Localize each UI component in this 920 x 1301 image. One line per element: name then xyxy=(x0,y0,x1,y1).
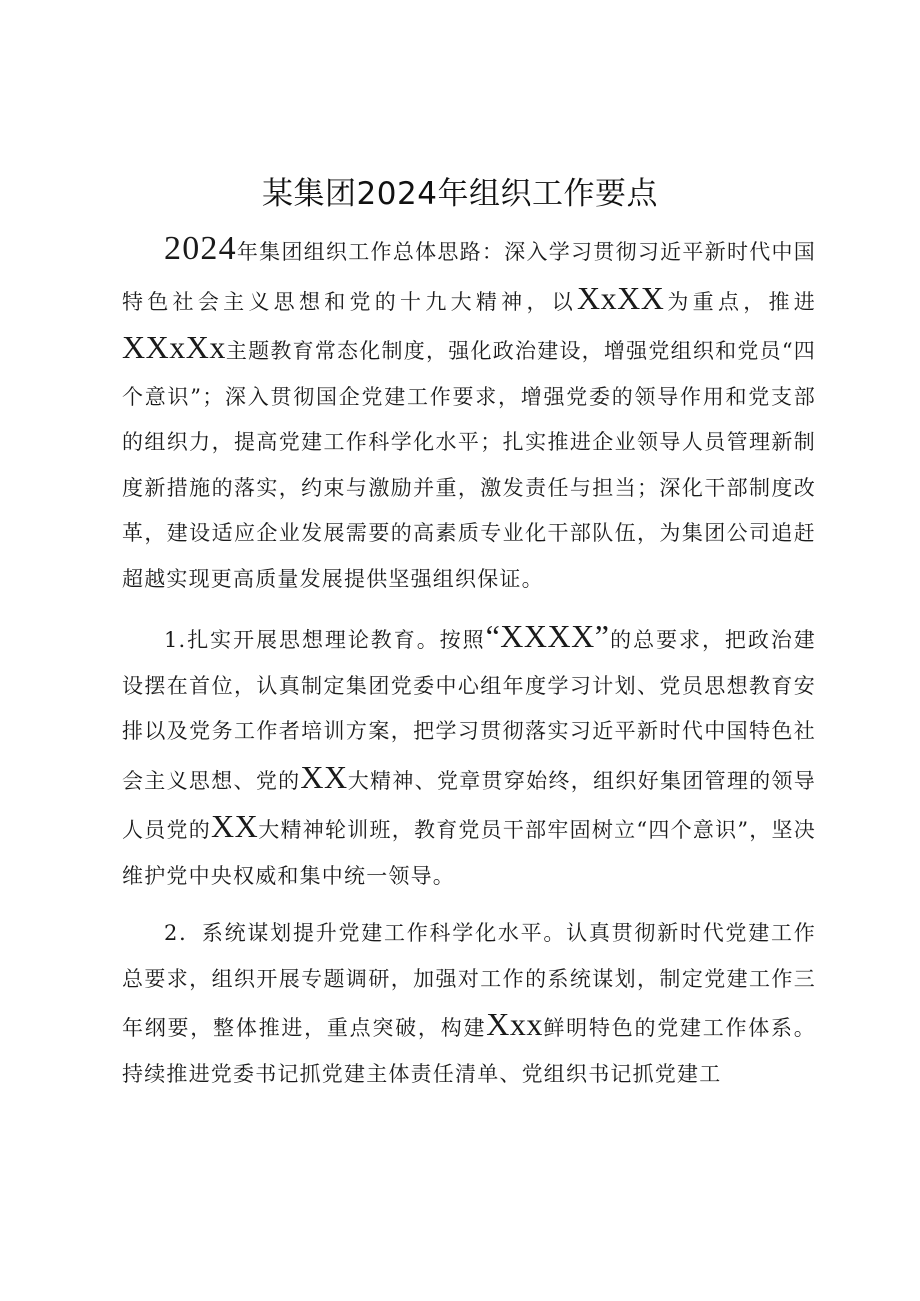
intro-placeholder-1: XxXX xyxy=(577,279,665,316)
document-body xyxy=(122,226,816,1109)
item-1-text-3: 大精神、党章贯穿始终，组织好集团管理的领导人员党的 xyxy=(122,768,816,842)
item-1-placeholder-1: “XXXX” xyxy=(485,618,610,654)
item-2-text-2: 鲜明特色的党建工作体系。持续推进党委书记抓党建主体责任清单、党组织书记抓党建工 xyxy=(122,1016,816,1086)
intro-text-1: 年集团组织工作总体思路：深入学习贯彻习近平新时代中国特色社会主义思想和党的十九大精神，以 xyxy=(122,240,816,314)
item-1-placeholder-3: XX xyxy=(210,808,259,844)
item-2-text-1: 2．系统谋划提升党建工作科学化水平。认真贯彻新时代党建工作总要求，组织开展专题调研，加强对工作的系统谋划，制定党建工作三年纲要，整体推进，重点突破，构建 xyxy=(122,921,816,1040)
item-1-placeholder-2: XX xyxy=(300,758,348,795)
item-1-paragraph xyxy=(122,614,816,899)
intro-paragraph xyxy=(122,226,816,602)
item-1-text-1: 1.扎实开展思想理论教育。按照 xyxy=(164,628,486,652)
item-1-text-4: 大精神轮训班，教育党员干部牢固树立“四个意识”，坚决维护党中央权威和集中统一领导。 xyxy=(122,818,816,888)
item-1-text-2: 的总要求，把政治建设摆在首位，认真制定集团党委中心组年度学习计划、党员思想教育安排以及党务工作者培训方案，把学习贯彻落实习近平新时代中国特色社会主义思想、党的 xyxy=(122,628,816,793)
item-2-paragraph xyxy=(122,911,816,1097)
intro-placeholder-2: XXxXx xyxy=(122,329,226,365)
item-2-placeholder-1: Xxx xyxy=(486,1006,543,1042)
intro-text-3: 主题教育常态化制度，强化政治建设，增强党组织和党员“四个意识”；深入贯彻国企党建工作要求，增强党委的领导作用和党支部的组织力，提高党建工作科学化水平；扎实推进企业领导人员管理新制度新措施的落实，约束与激励并重，激发责任与担当；深化干部制度改革，建设适应企业发展需要的高素质专业化干部队伍，为集团公司追赶超越实现更高质量发展提供坚强组织保证。 xyxy=(122,339,816,591)
document-title: 某集团2024年组织工作要点 xyxy=(262,176,658,212)
intro-text-2: 为重点，推进 xyxy=(664,289,816,314)
intro-year: 2024 xyxy=(164,230,237,267)
